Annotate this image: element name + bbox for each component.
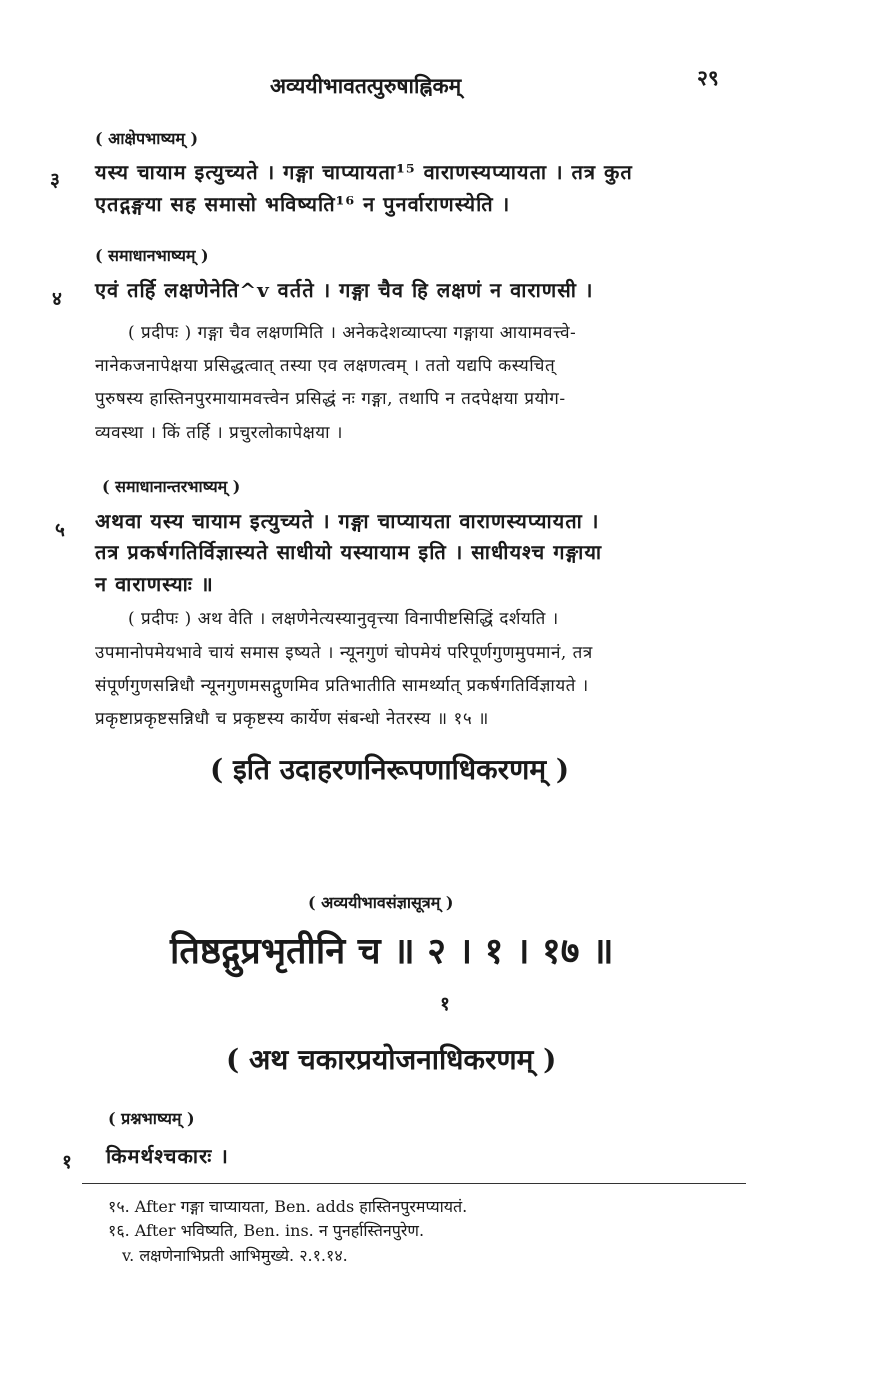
pradipa-line: उपमानोपमेयभावे चायं समास इष्यते । न्यूनगुणं चोपमेयं परिपूर्णगुणमुपमानं, तत्र bbox=[95, 643, 593, 663]
pradipa-line: ( प्रदीपः ) गङ्गा चैव लक्षणमिति । अनेकदेशव्याप्त्या गङ्गाया आयामवत्त्वे- bbox=[128, 323, 577, 343]
footnote-divider bbox=[82, 1183, 746, 1184]
footnote-15: १५. After गङ्गा चाप्यायता, Ben. adds हास्तिनपुरमप्यायतं. bbox=[108, 1197, 468, 1216]
bhashya-line: यस्य चायाम इत्युच्यते । गङ्गा चाप्यायता¹⁵ वाराणस्यप्यायता । तत्र कुत bbox=[95, 160, 633, 184]
pradipa-line: संपूर्णगुणसन्निधौ न्यूनगुणमसद्गुणमिव प्रतिभातीति सामर्थ्यात् प्रकर्षगतिर्विज्ञायते । bbox=[95, 676, 589, 696]
adhikarana-closing: ( इति उदाहरणनिरूपणाधिकरणम् ) bbox=[210, 753, 570, 786]
bhashya-line: तत्र प्रकर्षगतिर्विज्ञास्यते साधीयो यस्यायाम इति । साधीयश्च गङ्गाया bbox=[95, 540, 603, 564]
section-label-samadhanantara: ( समाधानान्तरभाष्यम् ) bbox=[102, 477, 241, 496]
sutra-label: ( अव्ययीभावसंज्ञासूत्रम् ) bbox=[308, 893, 454, 912]
pradipa-line: ( प्रदीपः ) अथ वेति । लक्षणेनेत्यस्यानुवृत्त्या विनापीष्टसिद्धिं दर्शयति । bbox=[128, 609, 559, 629]
bhashya-line: एवं तर्हि लक्षणेनेति^v वर्तते । गङ्गा चैव हि लक्षणं न वाराणसी । bbox=[95, 278, 594, 302]
section-label-prashna: ( प्रश्नभाष्यम् ) bbox=[108, 1109, 195, 1128]
section-number: १ bbox=[440, 993, 450, 1015]
page-number: २९ bbox=[697, 65, 719, 90]
bhashya-line: अथवा यस्य चायाम इत्युच्यते । गङ्गा चाप्यायता वाराणस्यप्यायता । bbox=[95, 509, 600, 533]
verse-number-3: ३ bbox=[50, 169, 60, 191]
bhashya-line: न वाराणस्याः ॥ bbox=[95, 572, 214, 596]
footnote-16: १६. After भविष्यति, Ben. ins. न पुनर्हास्तिनपुरेण. bbox=[108, 1221, 425, 1240]
verse-number-1: १ bbox=[62, 1151, 72, 1173]
footnote-v: v. लक्षणेनाभिप्रती आभिमुख्ये. २.१.१४. bbox=[122, 1246, 348, 1265]
section-label-akshepa: ( आक्षेपभाष्यम् ) bbox=[95, 129, 199, 148]
adhikarana-title: ( अथ चकारप्रयोजनाधिकरणम् ) bbox=[226, 1043, 557, 1076]
verse-number-4: ४ bbox=[52, 288, 62, 310]
section-label-samadhana: ( समाधानभाष्यम् ) bbox=[95, 246, 209, 265]
pradipa-line: पुरुषस्य हास्तिनपुरमायामवत्त्वेन प्रसिद्धं नः गङ्गा, तथापि न तदपेक्षया प्रयोग- bbox=[95, 389, 566, 409]
bhashya-line: एतद्गङ्गया सह समासो भविष्यति¹⁶ न पुनर्वाराणस्येति । bbox=[95, 192, 511, 216]
running-header-title: अव्ययीभावतत्पुरुषाह्निकम् bbox=[270, 73, 462, 98]
sutra-text: तिष्ठद्गुप्रभृतीनि च ॥ २ । १ । १७ ॥ bbox=[170, 930, 614, 972]
verse-number-5: ५ bbox=[55, 519, 65, 541]
pradipa-line: प्रकृष्टाप्रकृष्टसन्निधौ च प्रकृष्टस्य कार्येण संबन्धो नेतरस्य ॥ १५ ॥ bbox=[95, 709, 489, 729]
pradipa-line: व्यवस्था । किं तर्हि । प्रचुरलोकापेक्षया । bbox=[95, 423, 343, 443]
bhashya-line: किमर्थश्चकारः । bbox=[106, 1144, 229, 1168]
pradipa-line: नानेकजनापेक्षया प्रसिद्धत्वात् तस्या एव लक्षणत्वम् । ततो यद्यपि कस्यचित् bbox=[95, 356, 556, 376]
